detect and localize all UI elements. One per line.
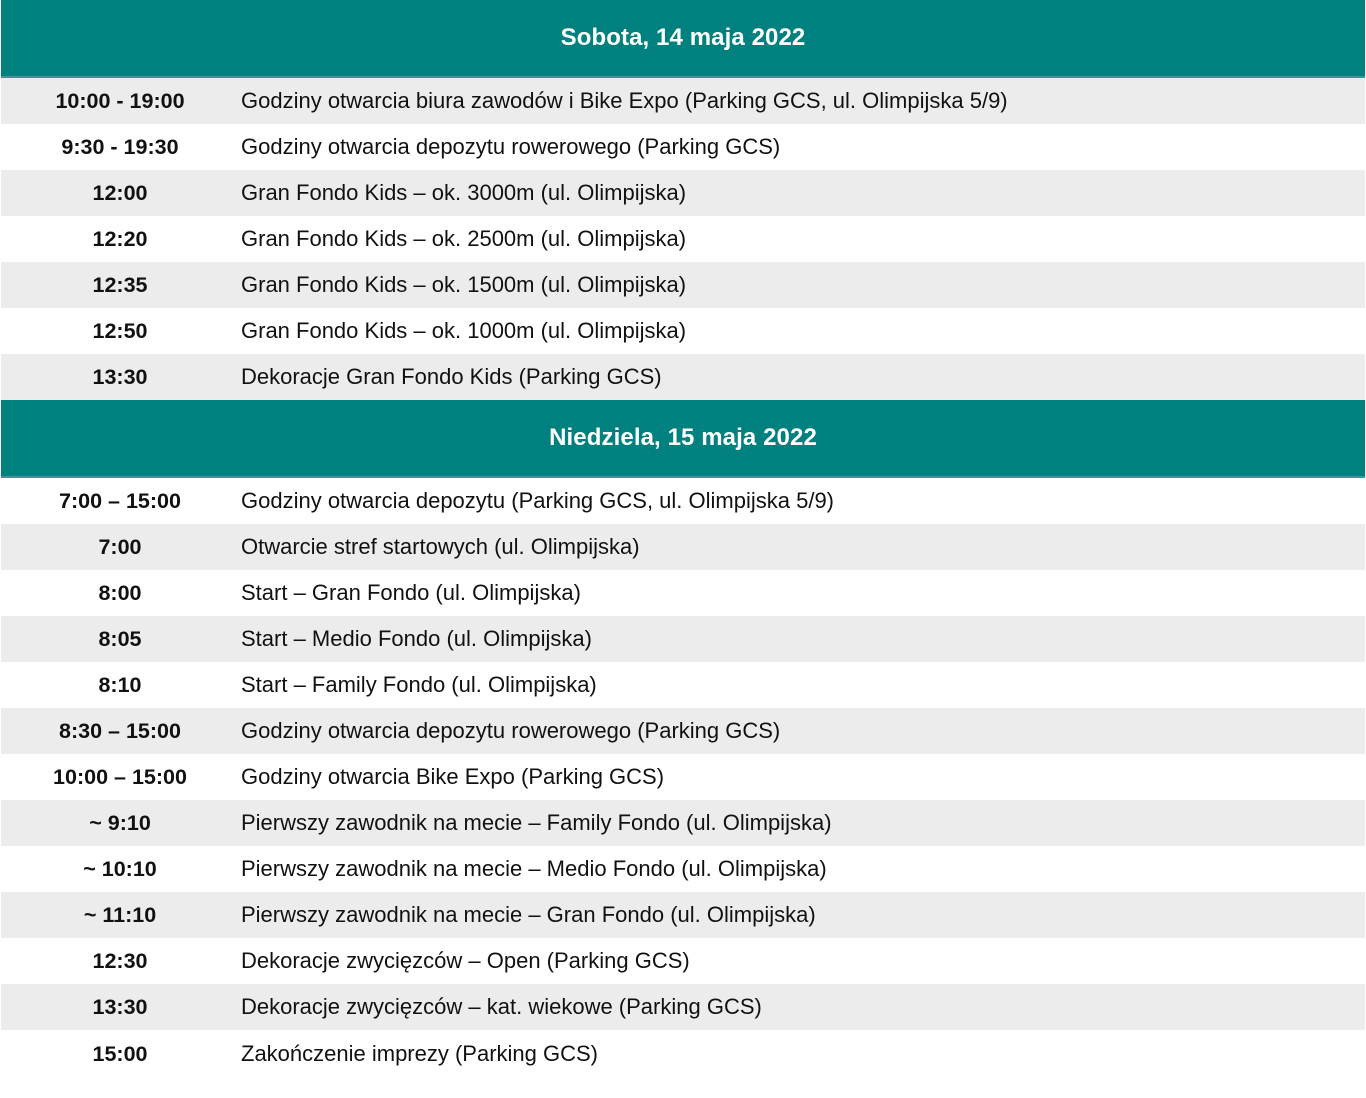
- table-row: [1, 662, 1365, 708]
- table-row: [1, 616, 1365, 662]
- row-event: Pierwszy zawodnik na mecie – Family Fondo (ul. Olimpijska): [241, 810, 832, 835]
- table-row: [1, 754, 1365, 800]
- row-time: 8:05: [98, 626, 142, 651]
- row-time: 13:30: [92, 994, 148, 1019]
- row-time: 13:30: [92, 364, 148, 389]
- table-row: [1, 308, 1365, 354]
- row-time: 8:00: [98, 580, 142, 605]
- row-time: ~ 9:10: [89, 810, 151, 835]
- row-time: 7:00 – 15:00: [59, 488, 181, 513]
- table-row: [1, 984, 1365, 1030]
- row-event: Pierwszy zawodnik na mecie – Medio Fondo (ul. Olimpijska): [241, 856, 827, 881]
- table-row: [1, 1030, 1365, 1078]
- row-event: Godziny otwarcia depozytu rowerowego (Parking GCS): [241, 134, 781, 159]
- row-event: Dekoracje zwycięzców – kat. wiekowe (Parking GCS): [241, 994, 762, 1019]
- row-event: Gran Fondo Kids – ok. 1000m (ul. Olimpijska): [241, 318, 687, 343]
- row-time: 8:30 – 15:00: [59, 718, 181, 743]
- table-row: [1, 846, 1365, 892]
- row-event: Gran Fondo Kids – ok. 2500m (ul. Olimpijska): [241, 226, 687, 251]
- row-time: 12:00: [92, 180, 148, 205]
- table-row: [1, 892, 1365, 938]
- row-event: Start – Gran Fondo (ul. Olimpijska): [241, 580, 581, 605]
- row-event: Godziny otwarcia Bike Expo (Parking GCS): [241, 764, 665, 789]
- row-event: Zakończenie imprezy (Parking GCS): [241, 1041, 599, 1066]
- table-row: [1, 216, 1365, 262]
- row-time: 7:00: [98, 534, 142, 559]
- row-event: Dekoracje zwycięzców – Open (Parking GCS): [241, 948, 690, 973]
- row-event: Start – Medio Fondo (ul. Olimpijska): [241, 626, 592, 651]
- table-row: [1, 708, 1365, 754]
- table-row: [1, 800, 1365, 846]
- row-event: Godziny otwarcia biura zawodów i Bike Expo (Parking GCS, ul. Olimpijska 5/9): [241, 88, 1008, 113]
- sunday-rows: [0, 478, 1366, 1078]
- row-time: 12:20: [92, 226, 148, 251]
- row-event: Dekoracje Gran Fondo Kids (Parking GCS): [241, 364, 662, 389]
- day-header-sunday-label: Niedziela, 15 maja 2022: [549, 424, 817, 451]
- row-time: 12:35: [92, 272, 148, 297]
- day-header-saturday: [1, 0, 1365, 78]
- row-time: 9:30 - 19:30: [61, 134, 179, 159]
- row-time: 15:00: [92, 1041, 148, 1066]
- row-event: Godziny otwarcia depozytu (Parking GCS, ul. Olimpijska 5/9): [241, 488, 835, 513]
- row-event: Gran Fondo Kids – ok. 1500m (ul. Olimpijska): [241, 272, 687, 297]
- saturday-rows: [0, 78, 1366, 400]
- row-time: 10:00 – 15:00: [53, 764, 187, 789]
- table-row: [1, 354, 1365, 400]
- row-time: 12:50: [92, 318, 148, 343]
- table-row: [1, 78, 1365, 124]
- day-header-saturday-label: Sobota, 14 maja 2022: [560, 24, 806, 51]
- table-row: [1, 570, 1365, 616]
- row-event: Otwarcie stref startowych (ul. Olimpijska): [241, 534, 640, 559]
- row-time: ~ 10:10: [83, 856, 157, 881]
- row-event: Pierwszy zawodnik na mecie – Gran Fondo (ul. Olimpijska): [241, 902, 816, 927]
- row-event: Start – Family Fondo (ul. Olimpijska): [241, 672, 597, 697]
- table-row: [1, 938, 1365, 984]
- row-time: 10:00 - 19:00: [55, 88, 185, 113]
- day-header-sunday: [1, 400, 1365, 478]
- row-event: Gran Fondo Kids – ok. 3000m (ul. Olimpijska): [241, 180, 687, 205]
- row-time: 12:30: [92, 948, 148, 973]
- table-row: [1, 524, 1365, 570]
- row-time: 8:10: [98, 672, 142, 697]
- table-row: [1, 478, 1365, 524]
- table-row: [1, 262, 1365, 308]
- table-row: [1, 170, 1365, 216]
- row-time: ~ 11:10: [83, 902, 157, 927]
- table-row: [1, 124, 1365, 170]
- row-event: Godziny otwarcia depozytu rowerowego (Parking GCS): [241, 718, 781, 743]
